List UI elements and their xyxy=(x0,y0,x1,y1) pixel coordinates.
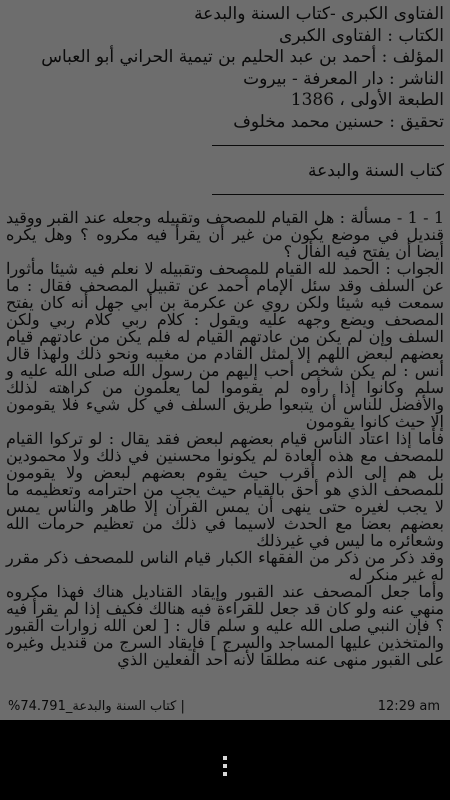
book-publisher-line: الناشر : دار المعرفة - بيروت xyxy=(243,68,444,89)
paragraph: وأما جعل المصحف عند القبور وإيقاد القناديل هناك فهذا مكروه منهي عنه ولو كان قد جعل للقراءة فيه هنالك فكيف إذا لم يقرأ فيه ؟ فإن النبي صلى الله عليه و سلم قال : [ لعن الله زوارات القبور والمتخذين عليها المساجد والسرج ] فإيقاد السرج من قنديل وغيره على القبور منهى عنه مطلقا لأنه أحد الفعلين الذي xyxy=(6,582,445,669)
book-editor-line: تحقيق : حسنين محمد مخلوف xyxy=(233,111,444,132)
reading-position xyxy=(8,699,185,714)
chapter-position: كتاب السنة والبدعة_1 | xyxy=(57,699,185,714)
divider xyxy=(212,145,444,146)
paragraph: 1 - 1 - مسألة : هل القيام للمصحف وتقبيله وجعله عند القبر ووقيد قنديل في موضع يكون من غير أن يقرأ فيه مكروه ؟ وهل يكره أيضا أن يفتح فيه الفأل ؟ xyxy=(6,208,445,261)
book-metadata xyxy=(6,4,444,133)
book-edition-line: الطبعة الأولى ، 1386 xyxy=(290,90,444,110)
reader-status-bar xyxy=(0,694,450,720)
overflow-menu-icon[interactable] xyxy=(216,756,234,776)
book-page[interactable] xyxy=(6,0,444,692)
paragraph: الجواب : الحمد لله القيام للمصحف وتقبيله لا نعلم فيه شيئا مأثورا عن السلف وقد سئل الإمام أحمد عن تقبيل المصحف فقال : ما سمعت فيه شيئا ولكن روي عن عكرمة بن أبي جهل أنه كان يفتح المصحف ويضع وجهه عليه ويقول : كلام ربي كلام ربي ولكن السلف وإن لم يكن من عادتهم القيام له فلم يكن من عادتهم قيام بعضهم لبعض اللهم إلا لمثل القادم من مغيبه ونحو ذلك ولهذا قال أنس : لم يكن شخص أحب إليهم من رسول الله صلى الله عليه و سلم وكانوا إذا رأوه لم يقوموا لما يعلمون من كراهته لذلك والأفضل للناس أن يتبعوا طريق السلف في كل شيء فلا يقومون إلا حيث كانوا يقومون xyxy=(6,259,445,431)
book-title-line: الكتاب : الفتاوى الكبرى xyxy=(279,25,444,46)
book-author-line: المؤلف : أحمد بن عبد الحليم بن تيمية الحراني أبو العباس xyxy=(41,47,444,67)
chapter-title: كتاب السنة والبدعة xyxy=(308,161,444,181)
progress-percent: %74.79 xyxy=(8,699,58,714)
paragraph: فأما إذا اعتاد الناس قيام بعضهم لبعض فقد يقال : لو تركوا القيام للمصحف مع هذه العادة لم يكونوا محسنين في ذلك ولا محمودين بل هم إلى الذم أقرب حيث يقوم بعضهم لبعض ولا يقومون للمصحف الذي هو أحق بالقيام حيث يجب من احترامه وتعظيمه ما لا يجب لغيره حتى ينهى أن يمس القرآن إلا طاهر والناس يمس بعضهم بعضا مع الحدث لاسيما في ذلك من تعظيم حرمات الله وشعائره ما ليس في غيرذلك xyxy=(6,429,444,550)
clock: 12:29 am xyxy=(377,699,440,714)
chapter-content xyxy=(6,209,444,668)
book-header-line: الفتاوى الكبرى -كتاب السنة والبدعة xyxy=(194,4,444,24)
paragraph: وقد ذكر من ذكر من الفقهاء الكبار قيام الناس للمصحف ذكر مقرر له غير منكر له xyxy=(6,548,444,584)
divider xyxy=(212,194,444,195)
